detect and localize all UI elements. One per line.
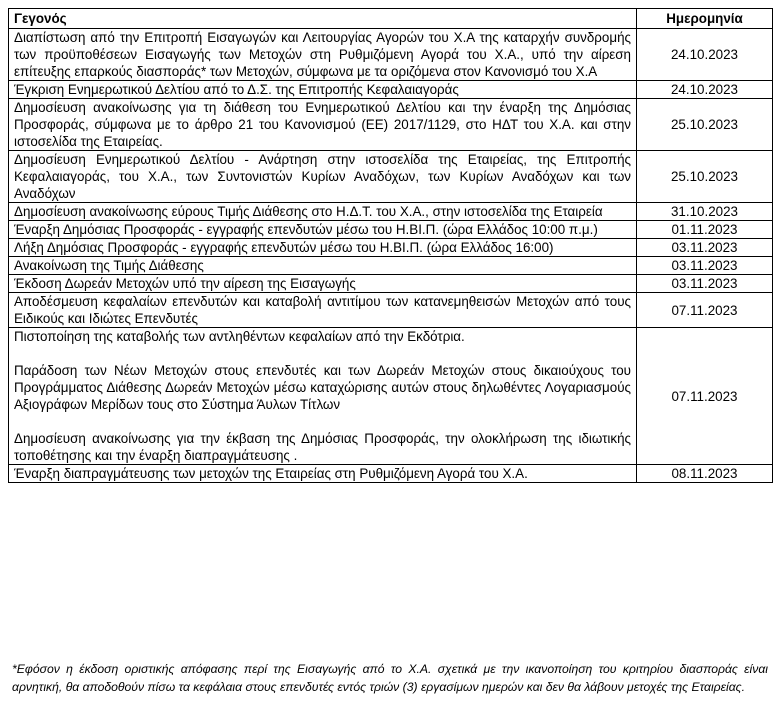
table-header-row — [9, 9, 773, 29]
date-cell: 03.11.2023 — [637, 275, 773, 293]
event-cell: Έναρξη Δημόσιας Προσφοράς - εγγραφής επενδυτών μέσω του Η.ΒΙ.Π. (ώρα Ελλάδος 10:00 π.μ.) — [9, 221, 637, 239]
date-cell: 24.10.2023 — [637, 81, 773, 99]
table-row-multi — [9, 328, 773, 465]
table-row — [9, 81, 773, 99]
event-cell: Έγκριση Ενημερωτικού Δελτίου από το Δ.Σ. της Επιτροπής Κεφαλαιαγοράς — [9, 81, 637, 99]
date-cell: 07.11.2023 — [637, 293, 773, 328]
table-row — [9, 29, 773, 81]
event-cell: Λήξη Δημόσιας Προσφοράς - εγγραφής επενδυτών μέσω του Η.ΒΙ.Π. (ώρα Ελλάδος 16:00) — [9, 239, 637, 257]
header-event: Γεγονός — [9, 9, 637, 29]
event-paragraph: Παράδοση των Νέων Μετοχών στους επενδυτές και των Δωρεάν Μετοχών στους δικαιούχους του Προγράμματος Διάθεσης Δωρεάν Μετοχών μέσω καταχώρισης αυτών στους δηλωθέντες Λογαριασμούς Αξιογράφων Μερίδων τους στο Σύστημα Άυλων Τίτλων — [14, 363, 631, 412]
event-cell: Δημοσίευση ανακοίνωσης εύρους Τιμής Διάθεσης στο Η.Δ.Τ. του Χ.Α., στην ιστοσελίδα της Εταιρεία — [9, 203, 637, 221]
table-row — [9, 203, 773, 221]
date-cell: 25.10.2023 — [637, 151, 773, 203]
event-cell-multi — [9, 328, 637, 465]
event-paragraph: Δημοσίευση ανακοίνωσης για την έκβαση της Δημόσιας Προσφοράς, την ολοκλήρωση της ιδιωτικής τοποθέτησης και την έναρξη διαπραγμάτευσης . — [14, 431, 631, 463]
table-row — [9, 465, 773, 483]
event-cell: Δημοσίευση ανακοίνωσης για τη διάθεση του Ενημερωτικού Δελτίου και την έναρξη της Δημόσιας Προσφοράς, σύμφωνα με το άρθρο 21 του Κανονισμού (ΕΕ) 2017/1129, στο ΗΔΤ του Χ.Α. και στην ιστοσελίδα της Εταιρείας. — [9, 99, 637, 151]
event-cell: Έκδοση Δωρεάν Μετοχών υπό την αίρεση της Εισαγωγής — [9, 275, 637, 293]
table-row — [9, 151, 773, 203]
date-cell: 03.11.2023 — [637, 239, 773, 257]
table-row — [9, 275, 773, 293]
date-cell: 31.10.2023 — [637, 203, 773, 221]
date-cell: 08.11.2023 — [637, 465, 773, 483]
event-paragraph: Πιστοποίηση της καταβολής των αντληθέντων κεφαλαίων από την Εκδότρια. — [14, 329, 465, 344]
event-cell: Ανακοίνωση της Τιμής Διάθεσης — [9, 257, 637, 275]
event-cell: Διαπίστωση από την Επιτροπή Εισαγωγών και Λειτουργίας Αγορών του Χ.Α της καταρχήν συνδρομής των προϋποθέσεων Εισαγωγής των Μετοχών στη Ρυθμιζόμενη Αγορά του Χ.Α., υπό την αίρεση επίτευξης επαρκούς διασποράς* των Μετοχών, σύμφωνα με τα οριζόμενα στον Κανονισμό του Χ.Α — [9, 29, 637, 81]
date-cell: 07.11.2023 — [637, 328, 773, 465]
date-cell: 01.11.2023 — [637, 221, 773, 239]
date-cell: 25.10.2023 — [637, 99, 773, 151]
date-cell: 03.11.2023 — [637, 257, 773, 275]
header-date: Ημερομηνία — [637, 9, 773, 29]
table-row — [9, 257, 773, 275]
table-row — [9, 99, 773, 151]
event-cell: Αποδέσμευση κεφαλαίων επενδυτών και καταβολή αντιτίμου των κατανεμηθεισών Μετοχών από τους Ειδικούς και Ιδιώτες Επενδυτές — [9, 293, 637, 328]
date-cell: 24.10.2023 — [637, 29, 773, 81]
event-cell: Έναρξη διαπραγμάτευσης των μετοχών της Εταιρείας στη Ρυθμιζόμενη Αγορά του Χ.Α. — [9, 465, 637, 483]
event-cell: Δημοσίευση Ενημερωτικού Δελτίου - Ανάρτηση στην ιστοσελίδα της Εταιρείας, της Επιτροπής Κεφαλαιαγοράς, του Χ.Α., των Συντονιστών Κυρίων Αναδόχων, των Κυρίων Αναδόχων και των Αναδόχων — [9, 151, 637, 203]
table-row — [9, 239, 773, 257]
footnote: *Εφόσον η έκδοση οριστικής απόφασης περί της Εισαγωγής από το Χ.Α. σχετικά με την ικανοποίηση του κριτηρίου διασποράς είναι αρνητική, θα αποδοθούν πίσω τα κεφάλαια στους επενδυτές εντός τριών (3) εργασίμων ημερών και δεν θα λάβουν μετοχές της Εταιρείας. — [12, 662, 768, 694]
schedule-table — [8, 8, 773, 483]
table-row — [9, 221, 773, 239]
table-row — [9, 293, 773, 328]
